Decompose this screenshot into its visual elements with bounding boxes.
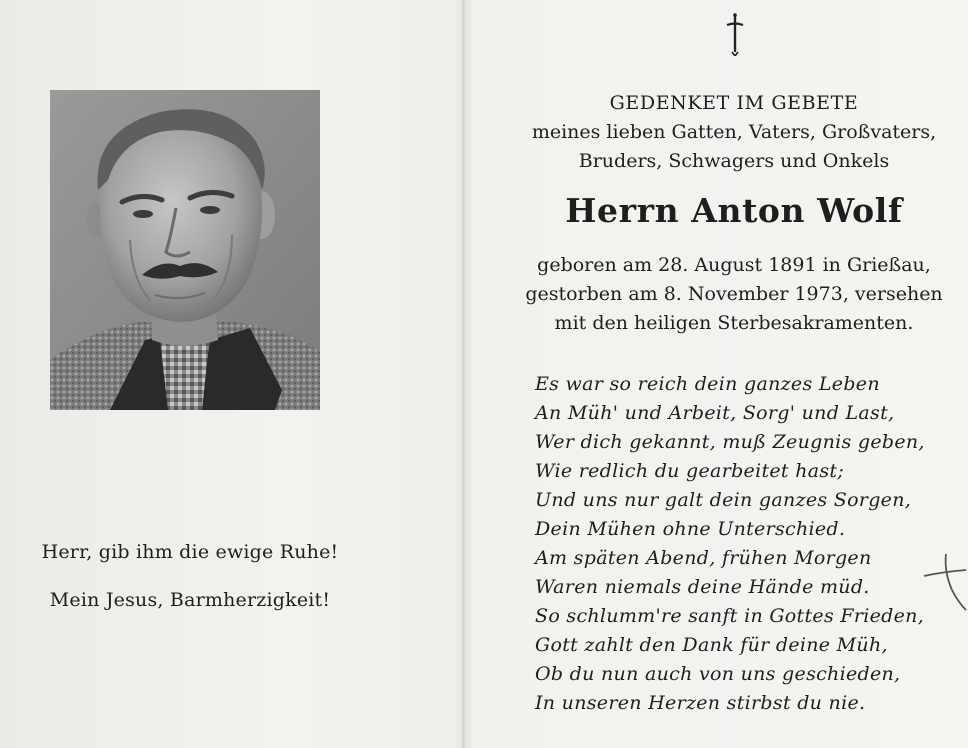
poem-line: In unseren Herzen stirbst du nie. [535, 692, 866, 714]
card-fold [462, 0, 465, 748]
death-line: gestorben am 8. November 1973, versehen [525, 283, 943, 305]
poem-line: Es war so reich dein ganzes Leben [535, 373, 880, 395]
memorial-poem [535, 370, 955, 718]
poem-line: Gott zahlt den Dank für deine Müh, [535, 634, 888, 656]
heading: GEDENKET IM GEBETE [609, 92, 859, 114]
poem-line: Am späten Abend, frühen Morgen [535, 547, 872, 569]
poem-line: Waren niemals deine Hände müd. [535, 576, 870, 598]
prayer-line-rest: Herr, gib ihm die ewige Ruhe! [41, 541, 339, 563]
poem-line: Dein Mühen ohne Unterschied. [535, 518, 846, 540]
poem-line: Wer dich gekannt, muß Zeugnis geben, [535, 431, 925, 453]
intro-line-2: Bruders, Schwagers und Onkels [578, 150, 890, 172]
birth-line: geboren am 28. August 1891 in Grießau, [537, 254, 931, 276]
pencil-cross-mark-icon [922, 550, 968, 614]
poem-line: So schlumm're sanft in Gottes Frieden, [535, 605, 925, 627]
poem-line: An Müh' und Arbeit, Sorg' und Last, [535, 402, 895, 424]
portrait-photo [50, 90, 320, 410]
portrait-illustration [50, 90, 320, 410]
intro-line-1: meines lieben Gatten, Vaters, Großvaters, [531, 121, 937, 143]
poem-line: Wie redlich du gearbeitet hast; [535, 460, 845, 482]
poem-line: Ob du nun auch von uns geschieden, [535, 663, 901, 685]
poem-line: Und uns nur galt dein ganzes Sorgen, [535, 489, 912, 511]
deceased-name: Herrn Anton Wolf [565, 191, 903, 230]
sacraments-line: mit den heiligen Sterbesakramenten. [554, 312, 914, 334]
prayer-line-mercy: Mein Jesus, Barmherzigkeit! [49, 589, 331, 611]
cross-icon [720, 12, 750, 56]
